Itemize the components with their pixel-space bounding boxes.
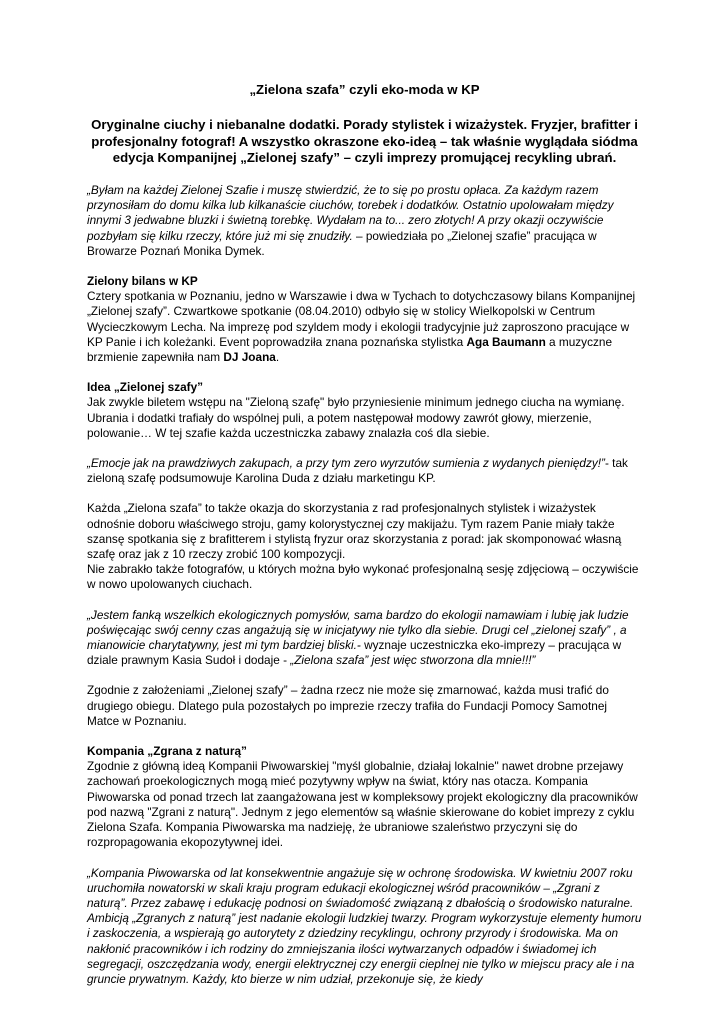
photographers-text: Nie zabrakło także fotografów, u których można było wykonać profesjonalną sesję zdjęciową – oczywiście w nowo upolowanych ciuchach.: [87, 562, 639, 592]
fan-quote-b: „Zielona szafa” jest więc stworzona dla mnie!!!”: [290, 653, 536, 668]
dj-name: DJ Joana: [223, 350, 276, 365]
idea-quote: „Emocje jak na prawdziwych zakupach, a przy tym zero wyrzutów sumienia z wydanych pieniędzy!”: [87, 456, 605, 471]
fan-quote-paragraph: [87, 608, 642, 669]
intro-paragraph: [87, 183, 642, 259]
charity-paragraph: Zgodnie z założeniami „Zielonej szafy” – żadna rzecz nie może się zmarnować, każda musi trafić do drugiego obiegu. Dlatego pula pozostałych po imprezie rzeczy trafiła do Fundacji Pomocy Samotnej Matce w Poznaniu.: [87, 683, 609, 728]
stylists-text: Każda „Zielona szafa” to także okazja do skorzystania z rad profesjonalnych stylistek i wizażystek odnośnie doboru właściwego stroju, gamy kolorystycznej czy makijażu. Tym razem Panie miały także szansę spotkania się z brafitterem i stylistą fryzur oraz skorzystania z porad: jak skomponować własną szafę oraz jak z 10 rzeczy zrobić 100 kompozycji.: [87, 501, 622, 562]
intro-attribution: – powiedziała po „Zielonej szafie” pracująca w Browarze Poznań Monika Dymek.: [87, 228, 597, 258]
kompania-text: Zgodnie z główną ideą Kompanii Piwowarskiej "myśl globalnie, działaj lokalnie" nawet drobne przejawy zachowań proekologicznych mogą mieć pozytywny wpływ na świat, który nas otacza. Kompania Piwowarska od ponad trzech lat zaangażowana jest w kompleksowy projekt ekologiczny dla pracowników pod nazwą "Zgrani z naturą". Jednym z jego elementów są właśnie skierowane do kobiet imprezy z cyklu Zielona Szafa. Kompania Piwowarska ma nadzieję, że ubraniowe szaleństwo przyczyni się do rozpropagowania ekopozytywnej idei.: [87, 759, 638, 850]
kompania-quote: „Kompania Piwowarska od lat konsekwentnie angażuje się w ochronę środowiska. W kwietniu 2007 roku uruchomiła nowatorski w skali kraju program edukacji ekologicznej wśród pracowników – „Zgrani z naturą”. Przez zabawę i edukację podnosi on świadomość związaną z dbałością o środowisko naturalne. Ambicją „Zgranych z naturą” jest nadanie ekologii ludzkiej twarzy. Program wykorzystuje elementy humoru i zaskoczenia, a wspierają go autorytety z dziedziny recyklingu, ochrony przyrody i środowiska. Ma on nakłonić pracowników i ich rodziny do zmniejszania ilości wytwarzanych odpadów i świadomej ich segregacji, oszczędzania wody, energii elektrycznej czy energii cieplnej nie tylko w miejscu pracy ale i na gruncie prywatnym. Każdy, kto bierze w nim udział, przekonuje się, że kiedy: [87, 865, 642, 986]
fan-quote-attribution: wyznaje uczestniczka eko-imprezy – pracująca w dziale prawnym Kasia Sudoł i dodaje -: [87, 638, 622, 668]
bilans-text-b: a muzyczne brzmienie zapewniła nam: [87, 334, 613, 365]
section-heading-idea: Idea „Zielonej szafy”: [87, 380, 204, 395]
fan-quote-a: „Jestem fanką wszelkich ekologicznych pomysłów, sama bardzo do ekologii namawiam i lubię jak ludzie poświęcając swój cenny czas angażują się w inicjatywy nie tylko dla siebie. Drugi cel „zielonej szafy” , a mianowicie charytatywny, jest mi tym bardziej bliski.-: [87, 607, 629, 653]
stylist-name: Aga Baumann: [466, 334, 546, 349]
idea-quote-attribution: - tak zieloną szafę podsumowuje Karolina Duda z działu marketingu KP.: [87, 456, 628, 486]
document-page: [87, 82, 642, 1002]
stylists-paragraph: [87, 501, 642, 592]
bilans-text-c: .: [275, 350, 280, 365]
section-heading-bilans: Zielony bilans w KP: [87, 274, 198, 288]
document-title: „Zielona szafa” czyli eko-moda w KP: [249, 82, 480, 97]
idea-quote-paragraph: [87, 456, 642, 486]
lead-paragraph: Oryginalne ciuchy i niebanalne dodatki. Porady stylistek i wizażystek. Fryzjer, brafitter i profesjonalny fotograf! A wszystko okraszone eko-ideą – tak właśnie wyglądała siódma edycja Kompanijnej „Zielonej szafy” – czyli imprezy promującej recykling ubrań.: [91, 117, 638, 166]
intro-quote: „Byłam na każdej Zielonej Szafie i muszę stwierdzić, że to się po prostu opłaca. Za każdym razem przynosiłam do domu kilka lub kilkanaście ciuchów, torebek i dodatków. Ostatnio upolowałam między innymi 3 jedwabne bluzki i świetną torebkę. Wydałam na to... zero złotych! A przy okazji oczywiście pozbyłam się kilku rzeczy, które już mi się znudziły.: [87, 182, 614, 243]
section-heading-kompania: Kompania „Zgrana z naturą”: [87, 744, 247, 759]
section-bilans-text: [87, 289, 642, 365]
bilans-text-a: Cztery spotkania w Poznaniu, jedno w Warszawie i dwa w Tychach to dotychczasowy bilans Kompanijnej „Zielonej szafy”. Czwartkowe spotkanie (08.04.2010) odbyło się w stolicy Wielkopolski w Centrum Wycieczkowym Lecha. Na imprezę pod szyldem mody i ekologii tradycyjnie już zaproszono pracujące w KP Panie i ich koleżanki. Event poprowadziła znana poznańska stylistka: [87, 289, 636, 349]
idea-text: Jak zwykle biletem wstępu na "Zieloną szafę" było przyniesienie minimum jednego ciucha na wymianę. Ubrania i dodatki trafiały do wspólnej puli, a potem następował modowy zawrót głowy, mierzenie, polowanie… W tej szafie każda uczestniczka zabawy znalazła coś dla siebie.: [87, 395, 625, 440]
